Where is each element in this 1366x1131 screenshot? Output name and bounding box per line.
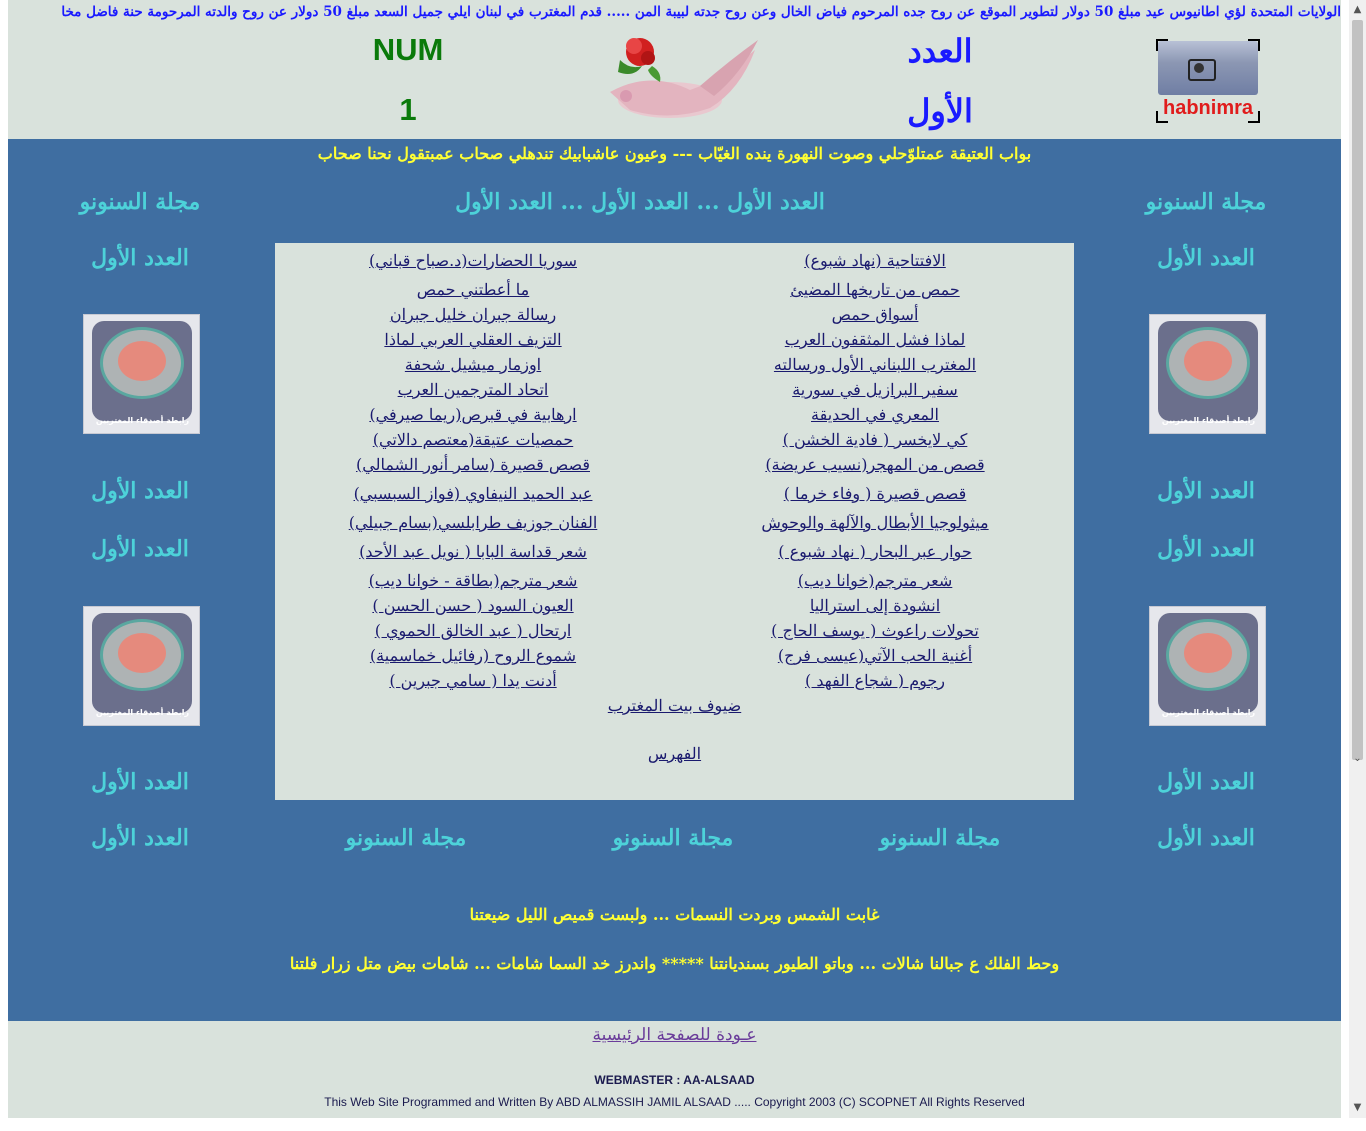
article-link[interactable]: اوزمار ميشيل شحفة: [404, 355, 542, 374]
dove-rose-image: [590, 30, 760, 134]
article-link[interactable]: اتحاد المترجمين العرب: [397, 380, 549, 399]
issue-label: العدد الأول: [1157, 478, 1255, 504]
article-link[interactable]: الافتتاحية (نهاد شبوع): [804, 251, 946, 270]
article-link[interactable]: ما أعطتني حمص: [416, 280, 530, 299]
scroll-down-arrow-icon[interactable]: ▼: [1353, 1102, 1362, 1113]
magazine-title: مجلة السنونو: [879, 825, 1001, 851]
header: [8, 24, 1341, 139]
poem-bottom-line-1: غابت الشمس وبردت النسمات ... ولبست قميص الليل ضيعتنا: [469, 905, 880, 924]
article-link[interactable]: رسالة جبران خليل جبران: [389, 305, 557, 324]
issue-label: العدد الأول: [1157, 245, 1255, 271]
article-link[interactable]: شعر مترجم(بطاقة - خوانا ديب): [368, 571, 578, 590]
article-link[interactable]: ارهابية في قبرص(ريما صيرفي): [369, 405, 577, 424]
badge-caption: رابطة أصدقاء المغتربين: [95, 416, 190, 425]
scroll-thumb[interactable]: [1352, 20, 1363, 760]
issue-label: العدد الأول: [91, 769, 189, 795]
webmaster-credit: WEBMASTER : AA-ALSAAD: [594, 1073, 755, 1087]
emigrants-friends-badge: [83, 314, 200, 434]
marquee-text: الولايات المتحدة لؤي اطانيوس عيد مبلغ 50 دولار لتطوير الموقع عن روح جده المرحوم فياض الخال وعن روح جدته لبيبة المن ..... قدم المغترب في لبنان ايلي جميل السعد مبلغ 50 دولار عن روح والدته المرحومة حنة فاضل مخا: [61, 4, 1341, 20]
poem-bottom-line-2: وحط الفلك ع جبالنا شالات ... وباتو الطيور بسنديانتنا ***** واندرز خد السما شامات ... شامات بيض متل زرار فلتنا: [289, 954, 1060, 973]
emigrants-friends-badge: [1149, 606, 1266, 726]
news-marquee: [8, 0, 1341, 24]
issue-label: العدد الأول: [91, 825, 189, 851]
article-link[interactable]: ميثولوجيا الأبطال والآلهة والوحوش: [761, 513, 989, 532]
issue-label: العدد الأول: [1157, 825, 1255, 851]
issue-heading-word: العدد: [907, 32, 973, 70]
issue-label: العدد الأول: [1157, 769, 1255, 795]
article-link[interactable]: تحولات راعوث ( يوسف الحاج ): [771, 621, 979, 640]
article-link[interactable]: التزيف العقلي العربي لماذا: [384, 330, 562, 349]
article-link[interactable]: المعري في الحديقة: [811, 405, 939, 424]
article-link[interactable]: قصص قصيرة ( وفاء خرما ): [783, 484, 967, 503]
issue-label: العدد الأول: [91, 536, 189, 562]
issue-label: العدد الأول: [91, 478, 189, 504]
article-link[interactable]: حوار عبر البحار ( نهاد شبوع ): [778, 542, 972, 561]
num-label: NUM: [372, 32, 444, 67]
eye-logo-icon: [1158, 41, 1258, 95]
magazine-title: مجلة السنونو: [1145, 189, 1267, 215]
article-link[interactable]: سفير البرازيل في سورية: [792, 380, 958, 399]
emigrants-friends-badge: [83, 606, 200, 726]
article-link[interactable]: شعر مترجم(خوانا ديب): [797, 571, 953, 590]
footer: [8, 1021, 1341, 1118]
copyright-notice: This Web Site Programmed and Written By ABD ALMASSIH JAMIL ALSAAD ..... Copyright 2003 (C) SCOPNET All Rights Reserved: [324, 1095, 1025, 1109]
article-link[interactable]: الفنان جوزيف طرابلسي(بسام جبيلي): [348, 513, 598, 532]
issue-heading-number-word: الأول: [907, 92, 973, 130]
badge-caption: رابطة أصدقاء المغتربين: [1161, 708, 1256, 717]
magazine-title: مجلة السنونو: [79, 189, 201, 215]
article-link[interactable]: شموع الروح (رفائيل خماسمية): [369, 646, 577, 665]
issue-label: العدد الأول: [1157, 536, 1255, 562]
article-link[interactable]: قصص من المهجر(نسيب عريضة): [765, 455, 985, 474]
issue-banner: العدد الأول ... العدد الأول ... العدد الأول: [455, 189, 825, 215]
article-link[interactable]: أغنية الحب الآتي(عيسى فرج): [777, 646, 973, 665]
scroll-up-arrow-icon[interactable]: ▲: [1353, 4, 1362, 15]
logo-text: habnimra: [1162, 97, 1254, 119]
articles-table: [275, 243, 1074, 800]
article-link[interactable]: سوريا الحضارات(د.صباح قباني): [369, 251, 577, 270]
article-link[interactable]: رجوم ( شجاع الفهد ): [805, 671, 945, 690]
index-link[interactable]: الفهرس: [647, 744, 702, 763]
article-link[interactable]: كي لايخسر ( فادية الخشن ): [782, 430, 968, 449]
vertical-scrollbar[interactable]: [1349, 0, 1366, 1118]
magazine-title: مجلة السنونو: [612, 825, 734, 851]
article-link[interactable]: المغترب اللبناني الأول ورسالته: [773, 355, 977, 374]
article-link[interactable]: انشودة إلى استراليا: [809, 596, 941, 615]
poem-top: بواب العتيقة عمتلوّحلي وصوت النهورة ينده الغيّاب --- وعيون عاشبابيك تندهلي صحاب عمبتقول نحنا صحاب: [317, 144, 1032, 163]
article-link[interactable]: العيون السود ( حسن الحسن ): [372, 596, 574, 615]
guests-link[interactable]: ضيوف بيت المغترب: [607, 696, 742, 715]
article-link[interactable]: حمصيات عتيقة(معتصم دالاتي): [372, 430, 574, 449]
article-link[interactable]: ارتحال ( عبد الخالق الحموي ): [374, 621, 572, 640]
issue-number: 1: [399, 92, 417, 127]
article-link[interactable]: عبد الحميد النيفاوي (فواز السبسبي): [353, 484, 593, 503]
badge-caption: رابطة أصدقاء المغتربين: [1161, 416, 1256, 425]
scroll-chevron-icon: ⌄: [1353, 753, 1362, 764]
article-link[interactable]: أسواق حمص: [831, 305, 919, 324]
issue-label: العدد الأول: [91, 245, 189, 271]
site-logo[interactable]: [1158, 41, 1258, 119]
page: [8, 0, 1341, 1118]
article-link[interactable]: حمص من تاريخها المضيئ: [790, 280, 960, 299]
article-link[interactable]: لماذا فشل المثقفون العرب: [784, 330, 966, 349]
article-link[interactable]: شعر قداسة البابا ( نويل عبد الأحد): [359, 542, 587, 561]
emigrants-friends-badge: [1149, 314, 1266, 434]
home-link[interactable]: عـودة للصفحة الرئيسية: [592, 1025, 757, 1045]
article-link[interactable]: قصص قصيرة (سامر أنور الشمالي): [355, 455, 590, 474]
bottom-edge: [0, 1118, 1366, 1131]
article-link[interactable]: أدنت يدا ( سامي جبرين ): [389, 671, 557, 690]
magazine-title: مجلة السنونو: [345, 825, 467, 851]
badge-caption: رابطة أصدقاء المغتربين: [95, 708, 190, 717]
main-band: [8, 139, 1341, 1021]
